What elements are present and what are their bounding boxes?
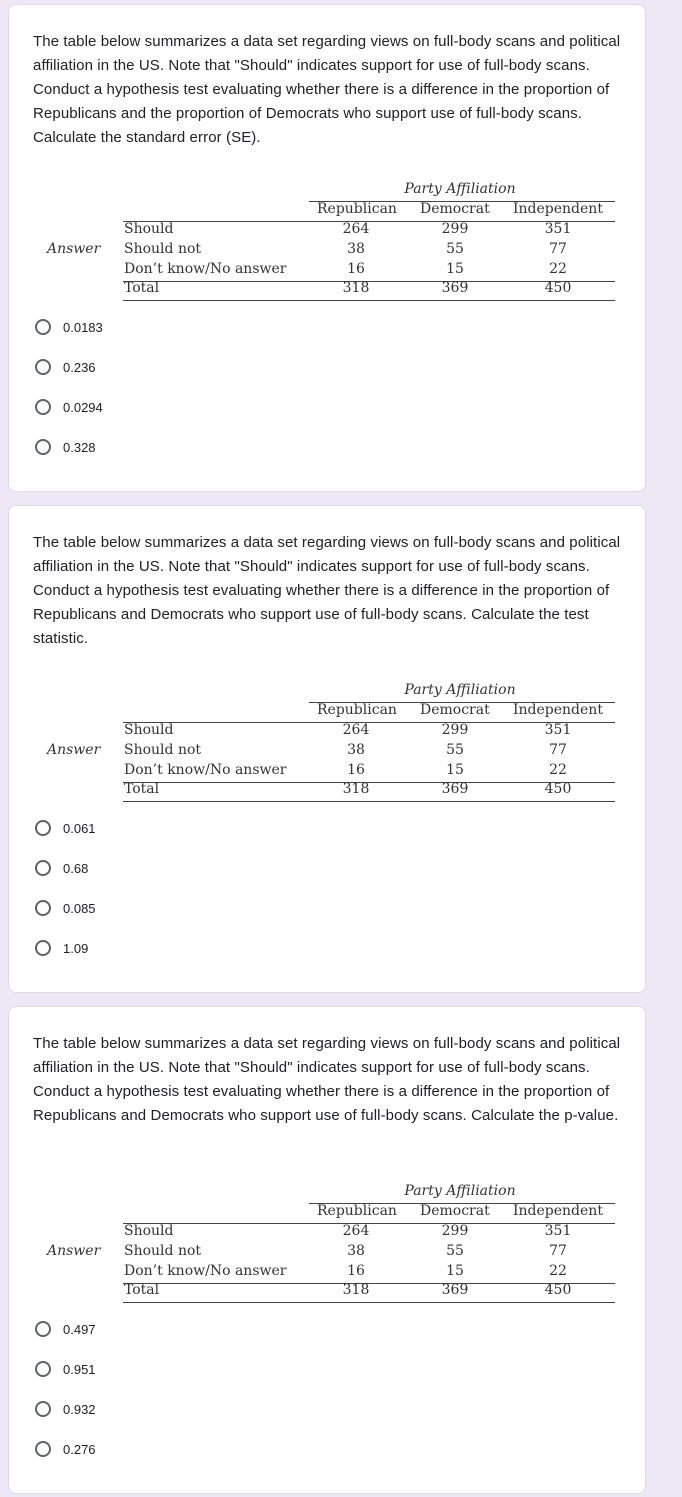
table-group-label: Party Affiliation	[404, 1183, 516, 1199]
table-cell: 16	[347, 1263, 365, 1279]
option-label: 0.68	[63, 860, 89, 876]
column-header-independent: Independent	[513, 1203, 603, 1219]
radio-button-icon[interactable]	[35, 359, 51, 375]
table-cell: 299	[441, 722, 469, 738]
row-header-answer: Answer	[47, 241, 101, 257]
table-cell: 450	[544, 781, 572, 797]
answer-option[interactable]	[33, 888, 623, 928]
question-card-3	[8, 1006, 646, 1494]
question-text: The table below summarizes a data set regarding views on full-body scans and political affiliation in the US. Note that "Should" indicates support for use of full-body scans. Conduct a hypothesis test evaluating whether there is a difference in the proportion of Republicans and the proportion of Democrats who support use of full-body scans. Calculate the standard error (SE).	[33, 33, 621, 146]
contingency-table	[9, 1183, 647, 1313]
radio-button-icon[interactable]	[35, 1401, 51, 1417]
answer-options	[33, 1309, 623, 1469]
table-cell: 264	[342, 221, 370, 237]
answer-option[interactable]	[33, 307, 623, 347]
option-label: 0.932	[63, 1401, 96, 1417]
row-label-total: Total	[124, 280, 160, 296]
row-label-dont-know: Don’t know/No answer	[124, 1263, 287, 1279]
row-header-answer: Answer	[47, 1243, 101, 1259]
question-card-2	[8, 505, 646, 993]
row-label-total: Total	[124, 1282, 160, 1298]
table-cell: 450	[544, 1282, 572, 1298]
answer-option[interactable]	[33, 848, 623, 888]
table-cell: 351	[544, 1223, 572, 1239]
option-label: 0.276	[63, 1441, 96, 1457]
option-label: 1.09	[63, 940, 89, 956]
question-card-1	[8, 4, 646, 492]
answer-option[interactable]	[33, 1309, 623, 1349]
table-cell: 77	[549, 241, 567, 257]
table-cell: 369	[441, 280, 469, 296]
radio-button-icon[interactable]	[35, 940, 51, 956]
radio-button-icon[interactable]	[35, 319, 51, 335]
option-label: 0.085	[63, 900, 96, 916]
table-cell: 55	[446, 241, 464, 257]
table-cell: 77	[549, 742, 567, 758]
table-cell: 318	[342, 280, 370, 296]
table-cell: 38	[347, 1243, 365, 1259]
row-label-should-not: Should not	[124, 1243, 202, 1259]
answer-option[interactable]	[33, 1389, 623, 1429]
radio-button-icon[interactable]	[35, 439, 51, 455]
table-cell: 22	[549, 762, 567, 778]
table-cell: 15	[446, 1263, 464, 1279]
table-cell: 351	[544, 722, 572, 738]
row-header-answer: Answer	[47, 742, 101, 758]
column-header-republican: Republican	[317, 201, 397, 217]
answer-option[interactable]	[33, 427, 623, 467]
table-cell: 318	[342, 781, 370, 797]
table-cell: 55	[446, 1243, 464, 1259]
table-cell: 369	[441, 1282, 469, 1298]
row-label-should: Should	[124, 722, 174, 738]
radio-button-icon[interactable]	[35, 399, 51, 415]
table-cell: 38	[347, 241, 365, 257]
radio-button-icon[interactable]	[35, 820, 51, 836]
radio-button-icon[interactable]	[35, 1441, 51, 1457]
table-cell: 318	[342, 1282, 370, 1298]
answer-option[interactable]	[33, 1429, 623, 1469]
table-cell: 299	[441, 221, 469, 237]
row-label-should: Should	[124, 221, 174, 237]
option-label: 0.236	[63, 359, 96, 375]
radio-button-icon[interactable]	[35, 1361, 51, 1377]
option-label: 0.951	[63, 1361, 96, 1377]
answer-option[interactable]	[33, 387, 623, 427]
table-cell: 16	[347, 261, 365, 277]
answer-option[interactable]	[33, 808, 623, 848]
option-label: 0.328	[63, 439, 96, 455]
answer-option[interactable]	[33, 928, 623, 968]
table-cell: 22	[549, 261, 567, 277]
table-cell: 16	[347, 762, 365, 778]
row-label-total: Total	[124, 781, 160, 797]
table-cell: 264	[342, 722, 370, 738]
table-cell: 15	[446, 261, 464, 277]
answer-options	[33, 808, 623, 968]
question-text: The table below summarizes a data set regarding views on full-body scans and political affiliation in the US. Note that "Should" indicates support for use of full-body scans. Conduct a hypothesis test evaluating whether there is a difference in the proportion of Republicans and Democrats who support use of full-body scans. Calculate the test statistic.	[33, 534, 621, 647]
radio-button-icon[interactable]	[35, 900, 51, 916]
option-label: 0.061	[63, 820, 96, 836]
row-label-should-not: Should not	[124, 742, 202, 758]
option-label: 0.497	[63, 1321, 96, 1337]
column-header-democrat: Democrat	[420, 201, 490, 217]
column-header-democrat: Democrat	[420, 702, 490, 718]
table-cell: 38	[347, 742, 365, 758]
contingency-table	[9, 181, 647, 311]
row-label-dont-know: Don’t know/No answer	[124, 261, 287, 277]
column-header-republican: Republican	[317, 702, 397, 718]
table-group-label: Party Affiliation	[404, 682, 516, 698]
table-group-label: Party Affiliation	[404, 181, 516, 197]
radio-button-icon[interactable]	[35, 1321, 51, 1337]
table-cell: 15	[446, 762, 464, 778]
option-label: 0.0183	[63, 319, 103, 335]
question-text: The table below summarizes a data set regarding views on full-body scans and political affiliation in the US. Note that "Should" indicates support for use of full-body scans. Conduct a hypothesis test evaluating whether there is a difference in the proportion of Republicans and Democrats who support use of full-body scans. Calculate the p-value.	[33, 1035, 621, 1124]
table-cell: 299	[441, 1223, 469, 1239]
table-cell: 450	[544, 280, 572, 296]
radio-button-icon[interactable]	[35, 860, 51, 876]
table-cell: 264	[342, 1223, 370, 1239]
answer-option[interactable]	[33, 1349, 623, 1389]
contingency-table	[9, 682, 647, 812]
row-label-dont-know: Don’t know/No answer	[124, 762, 287, 778]
column-header-democrat: Democrat	[420, 1203, 490, 1219]
table-cell: 22	[549, 1263, 567, 1279]
option-label: 0.0294	[63, 399, 103, 415]
column-header-republican: Republican	[317, 1203, 397, 1219]
table-cell: 55	[446, 742, 464, 758]
table-cell: 77	[549, 1243, 567, 1259]
table-cell: 369	[441, 781, 469, 797]
answer-options	[33, 307, 623, 467]
column-header-independent: Independent	[513, 201, 603, 217]
column-header-independent: Independent	[513, 702, 603, 718]
table-cell: 351	[544, 221, 572, 237]
row-label-should-not: Should not	[124, 241, 202, 257]
answer-option[interactable]	[33, 347, 623, 387]
row-label-should: Should	[124, 1223, 174, 1239]
